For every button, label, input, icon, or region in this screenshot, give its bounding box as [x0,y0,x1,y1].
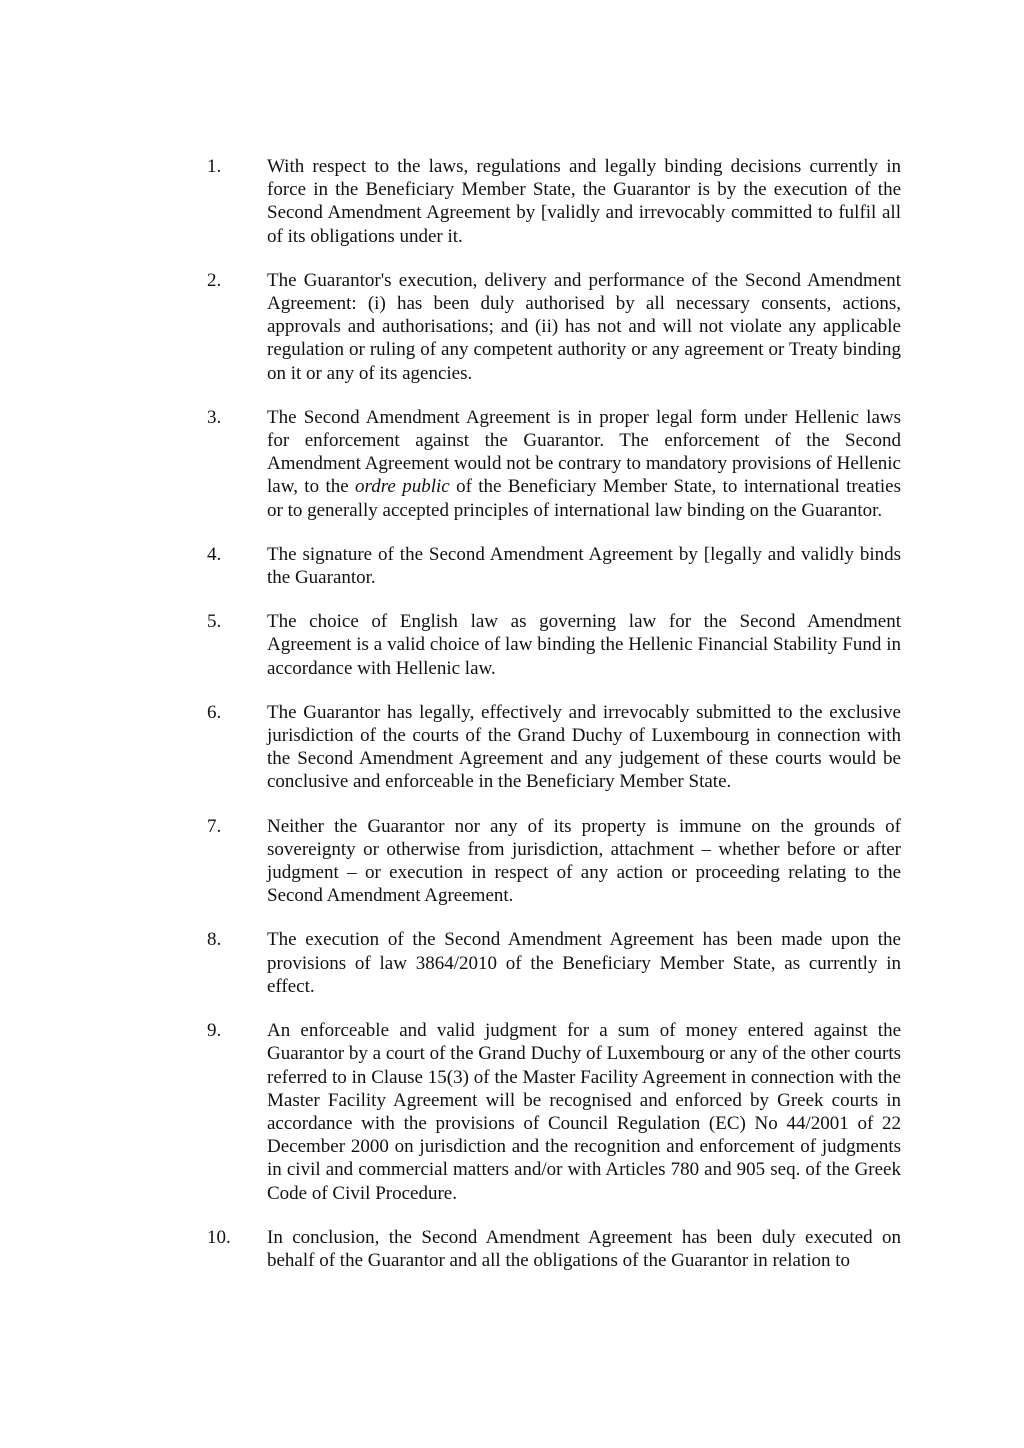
clause-number: 8. [207,929,222,951]
clause-number: 6. [207,701,222,723]
clause-italic-term: ordre public [355,476,450,498]
clause-text-part: The Second Amendment Agreement is in proper legal form under Hellenic laws for enforcement against the Guarantor. The enforcement of the Second Amendment Agreement would not be contrary to mandatory provisions of Hellenic law, to the [267,406,901,498]
clause-7 [207,815,901,908]
clause-3 [207,406,901,522]
clause-number: 1. [207,156,222,177]
clause-number: 2. [207,269,222,291]
clause-text: The choice of English law as governing law for the Second Amendment Agreement is a valid choice of law binding the Hellenic Financial Stability Fund in accordance with Hellenic law. [267,611,901,679]
clause-5 [207,610,901,680]
clause-text: An enforceable and valid judgment for a sum of money entered against the Guarantor by a court of the Grand Duchy of Luxembourg or any of the other courts referred to in Clause 15(3) of the Master Facility Agreement in connection with the Master Facility Agreement will be recognised and enforced by Greek courts in accordance with the provisions of Council Regulation (EC) No 44/2001 of 22 December 2000 on jurisdiction and the recognition and enforcement of judgments in civil and commercial matters and/or with Articles 780 and 905 seq. of the Greek Code of Civil Procedure. [267,1020,901,1204]
clause-text-part: of the Beneficiary Member State, to international treaties or to generally accepted principles of international law binding on the Guarantor. [267,476,901,521]
clause-text [267,406,901,522]
clause-6 [207,701,901,794]
clause-text: Neither the Guarantor nor any of its property is immune on the grounds of sovereignty or otherwise from jurisdiction, attachment – whether before or after judgment – or execution in respect of any action or proceeding relating to the Second Amendment Agreement. [267,815,901,907]
clause-4 [207,543,901,589]
clause-2 [207,269,901,385]
clause-number: 10. [207,1226,231,1248]
clause-text: The Guarantor has legally, effectively and irrevocably submitted to the exclusive jurisdiction of the courts of the Grand Duchy of Luxembourg in connection with the Second Amendment Agreement and any judgement of these courts would be conclusive and enforceable in the Beneficiary Member State. [267,701,901,793]
clause-10 [207,1226,901,1272]
clause-number: 4. [207,543,222,565]
clause-1 [207,155,901,248]
clause-text: The signature of the Second Amendment Agreement by [legally and validly binds the Guarantor. [267,543,901,589]
clause-text: The Guarantor's execution, delivery and performance of the Second Amendment Agreement: (i) has been duly authorised by all necessary consents, actions, approvals and authorisations; and (ii) has not and will not violate any applicable regulation or ruling of any competent authority or any agreement or Treaty binding on it or any of its agencies. [267,269,901,384]
clause-number: 9. [207,1020,222,1042]
clause-number: 3. [207,406,222,428]
clause-text: The execution of the Second Amendment Agreement has been made upon the provisions of law 3864/2010 of the Beneficiary Member State, as currently in effect. [267,929,901,997]
clause-8 [207,928,901,998]
clause-number: 5. [207,611,222,633]
clause-number: 7. [207,815,222,837]
clause-9 [207,1019,901,1205]
clause-text: With respect to the laws, regulations and legally binding decisions currently in force in the Beneficiary Member State, the Guarantor is by the execution of the Second Amendment Agreement by [validly and irrevocably committed to fulfil all of its obligations under it. [267,156,901,247]
clause-list [207,155,901,1272]
clause-text: In conclusion, the Second Amendment Agreement has been duly executed on behalf of the Guarantor and all the obligations of the Guarantor in relation to [267,1226,901,1271]
